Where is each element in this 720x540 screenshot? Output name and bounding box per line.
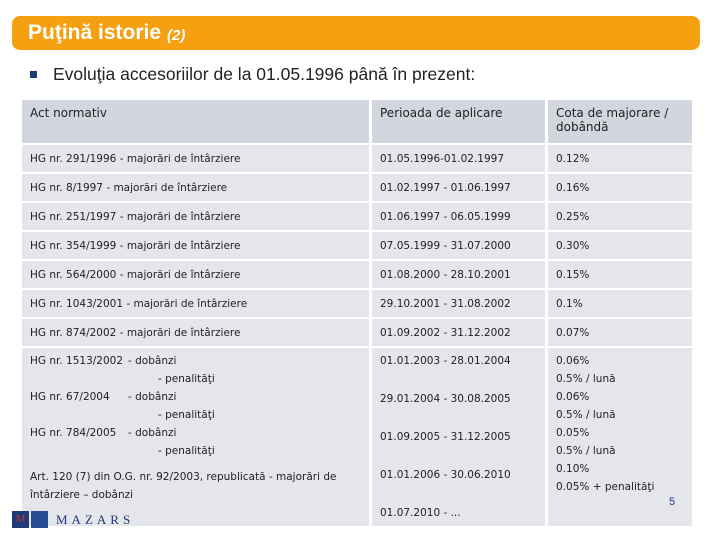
table-row-multi bbox=[22, 348, 692, 526]
cell-act: HG nr. 1043/2001 - majorări de întârziere bbox=[22, 290, 372, 317]
bullet-icon bbox=[30, 71, 37, 78]
accessories-table bbox=[22, 98, 692, 528]
rate-line: 0.10% bbox=[556, 463, 590, 475]
table-row bbox=[22, 319, 692, 346]
cell-act: HG nr. 874/2002 - majorări de întârziere bbox=[22, 319, 372, 346]
hg67-penalitati: - penalităţi bbox=[158, 409, 215, 421]
cell-act: HG nr. 291/1996 - majorări de întârziere bbox=[22, 145, 372, 172]
cell-act: HG nr. 251/1997 - majorări de întârziere bbox=[22, 203, 372, 230]
cell-period: 01.09.2002 - 31.12.2002 bbox=[372, 319, 548, 346]
table-header-row bbox=[22, 100, 692, 143]
hg67-label: HG nr. 67/2004 bbox=[30, 391, 110, 403]
page-title-suffix: (2) bbox=[167, 27, 186, 44]
cell-period: 01.08.2000 - 28.10.2001 bbox=[372, 261, 548, 288]
cell-rate: 0.16% bbox=[548, 174, 692, 201]
spacer bbox=[380, 370, 537, 390]
header-act: Act normativ bbox=[22, 100, 372, 143]
cell-act-multi bbox=[22, 348, 372, 526]
hg784-line bbox=[30, 424, 361, 442]
cell-act: HG nr. 8/1997 - majorări de întârziere bbox=[22, 174, 372, 201]
table-row bbox=[22, 261, 692, 288]
hg1513-dobanzi: - dobânzi bbox=[128, 355, 177, 367]
hg67-line bbox=[30, 388, 361, 406]
table-row bbox=[22, 174, 692, 201]
rate-line: 0.05% + penalităţi bbox=[556, 481, 655, 493]
title-bar bbox=[12, 16, 700, 50]
hg1513-line bbox=[30, 352, 361, 370]
cell-period: 01.02.1997 - 01.06.1997 bbox=[372, 174, 548, 201]
hg784-dobanzi: - dobânzi bbox=[128, 427, 177, 439]
period-line: 01.01.2006 - 30.06.2010 bbox=[380, 469, 511, 481]
period-line: 01.01.2003 - 28.01.2004 bbox=[380, 355, 511, 367]
header-rate: Cota de majorare / dobândă bbox=[548, 100, 692, 143]
hg1513-penalitati: - penalităţi bbox=[158, 373, 215, 385]
hg784-label: HG nr. 784/2005 bbox=[30, 427, 117, 439]
spacer bbox=[380, 484, 537, 504]
subtitle bbox=[30, 64, 475, 85]
subtitle-text: Evoluţia accesoriilor de la 01.05.1996 până în prezent: bbox=[53, 64, 476, 84]
period-line: 01.07.2010 - ... bbox=[380, 507, 461, 519]
cell-rate: 0.1% bbox=[548, 290, 692, 317]
rate-line: 0.5% / lună bbox=[556, 445, 616, 457]
hg784-penalitati: - penalităţi bbox=[158, 445, 215, 457]
logo-mark-icon: M bbox=[12, 511, 29, 528]
cell-rate: 0.25% bbox=[548, 203, 692, 230]
cell-rate: 0.07% bbox=[548, 319, 692, 346]
cell-act: HG nr. 354/1999 - majorări de întârziere bbox=[22, 232, 372, 259]
page-number: 5 bbox=[669, 496, 676, 508]
rate-line: 0.05% bbox=[556, 427, 590, 439]
rate-line: 0.5% / lună bbox=[556, 373, 616, 385]
cell-period: 07.05.1999 - 31.07.2000 bbox=[372, 232, 548, 259]
spacer bbox=[380, 446, 537, 466]
spacer bbox=[380, 408, 537, 428]
cell-rate: 0.12% bbox=[548, 145, 692, 172]
art120-text: Art. 120 (7) din O.G. nr. 92/2003, republicată - majorări de întârziere – dobânzi bbox=[30, 471, 337, 501]
period-line: 29.01.2004 - 30.08.2005 bbox=[380, 393, 511, 405]
rate-line: 0.06% bbox=[556, 391, 590, 403]
mazars-logo bbox=[12, 511, 134, 528]
cell-period-multi bbox=[372, 348, 548, 526]
logo-stars-icon bbox=[31, 511, 48, 528]
cell-period: 29.10.2001 - 31.08.2002 bbox=[372, 290, 548, 317]
cell-act: HG nr. 564/2000 - majorări de întârziere bbox=[22, 261, 372, 288]
cell-rate: 0.15% bbox=[548, 261, 692, 288]
cell-period: 01.06.1997 - 06.05.1999 bbox=[372, 203, 548, 230]
hg67-dobanzi: - dobânzi bbox=[128, 391, 177, 403]
rate-line: 0.5% / lună bbox=[556, 409, 616, 421]
table-row bbox=[22, 290, 692, 317]
period-line: 01.09.2005 - 31.12.2005 bbox=[380, 431, 511, 443]
cell-rate: 0.30% bbox=[548, 232, 692, 259]
rate-line: 0.06% bbox=[556, 355, 590, 367]
page-title: Puţină istorie bbox=[28, 21, 162, 44]
logo-text: MAZARS bbox=[56, 511, 135, 527]
hg1513-label: HG nr. 1513/2002 bbox=[30, 355, 124, 367]
header-period: Perioada de aplicare bbox=[372, 100, 548, 143]
table-row bbox=[22, 145, 692, 172]
cell-period: 01.05.1996-01.02.1997 bbox=[372, 145, 548, 172]
table-row bbox=[22, 203, 692, 230]
table-row bbox=[22, 232, 692, 259]
